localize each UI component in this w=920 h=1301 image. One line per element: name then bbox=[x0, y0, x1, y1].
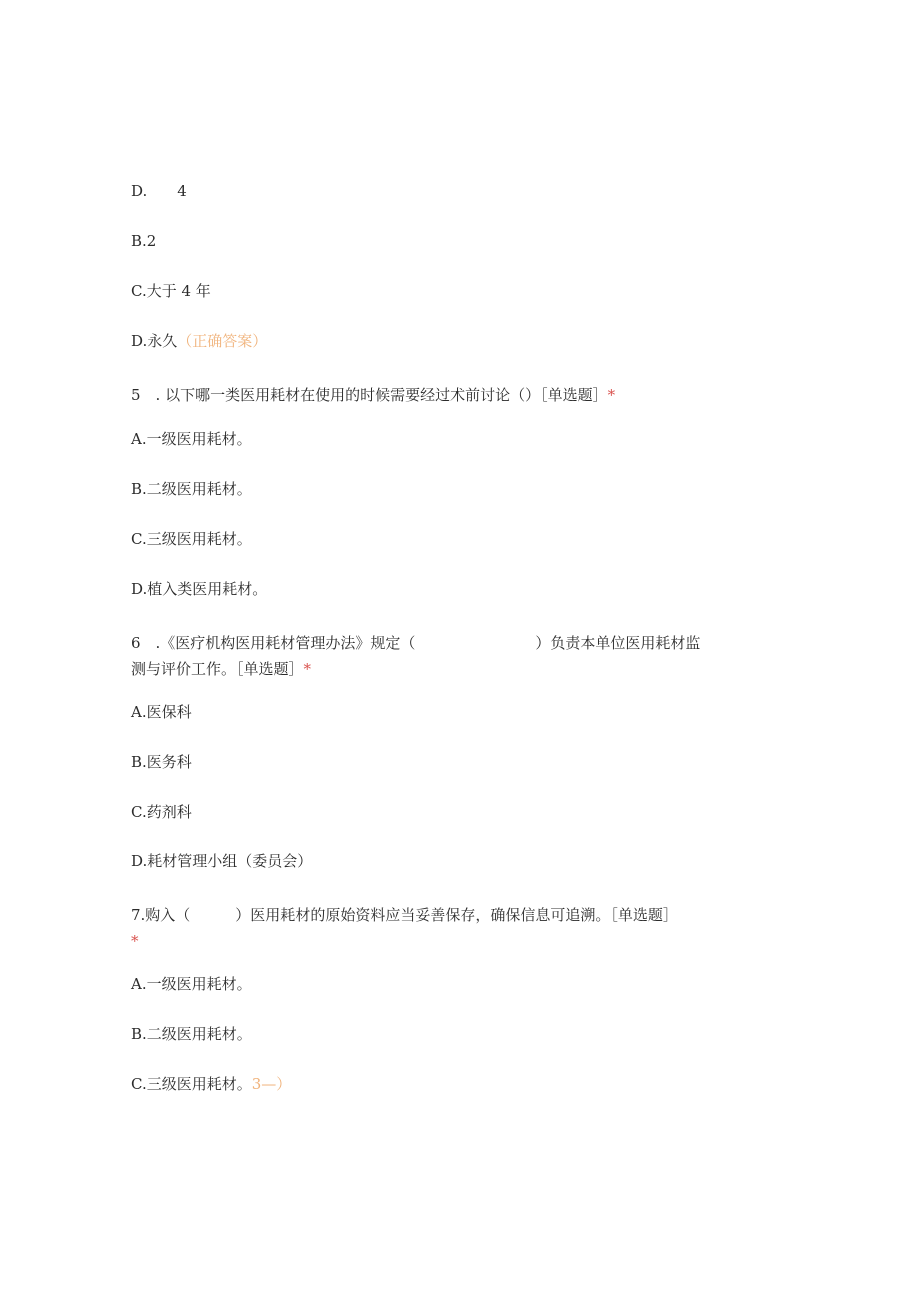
trailing-note: 3—） bbox=[251, 1075, 292, 1093]
question-title bbox=[131, 659, 311, 679]
required-star: * bbox=[607, 386, 616, 404]
option-text: D.植入类医用耗材。 bbox=[131, 580, 268, 598]
option-correct bbox=[131, 331, 267, 351]
required-star: * bbox=[131, 932, 139, 950]
option-text-with-note bbox=[131, 1074, 291, 1094]
question-text: 7.购入（ ）医用耗材的原始资料应当妥善保存，确保信息可追溯。［单选题］ bbox=[131, 906, 678, 924]
question-title bbox=[131, 385, 615, 405]
option-text: B.医务科 bbox=[131, 753, 192, 771]
option-text: C.三级医用耗材。 bbox=[131, 530, 252, 548]
required-star: * bbox=[303, 660, 312, 678]
option-text: C.大于 4 年 bbox=[131, 282, 211, 300]
question-text: 5 . 以下哪一类医用耗材在使用的时候需要经过术前讨论（）［单选题］ bbox=[131, 386, 608, 404]
option-text: A.一级医用耗材。 bbox=[131, 430, 252, 448]
option-text: D. 4 bbox=[131, 182, 187, 200]
option-text: C.药剂科 bbox=[131, 803, 192, 821]
question-text: 测与评价工作。［单选题］ bbox=[131, 660, 304, 678]
option-text: A.一级医用耗材。 bbox=[131, 975, 252, 993]
question-text: 6 .《医疗机构医用耗材管理办法》规定（ ）负责本单位医用耗材监 bbox=[131, 634, 701, 652]
option-text: D.耗材管理小组（委员会） bbox=[131, 852, 313, 870]
option-text: A.医保科 bbox=[131, 703, 192, 721]
option-text: C.三级医用耗材。 bbox=[131, 1075, 252, 1093]
correct-answer-note: （正确答案） bbox=[177, 332, 268, 350]
option-text: B.二级医用耗材。 bbox=[131, 1025, 252, 1043]
option-text: D.永久 bbox=[131, 332, 178, 350]
option-text: B.二级医用耗材。 bbox=[131, 480, 252, 498]
option-text: B.2 bbox=[131, 232, 157, 250]
